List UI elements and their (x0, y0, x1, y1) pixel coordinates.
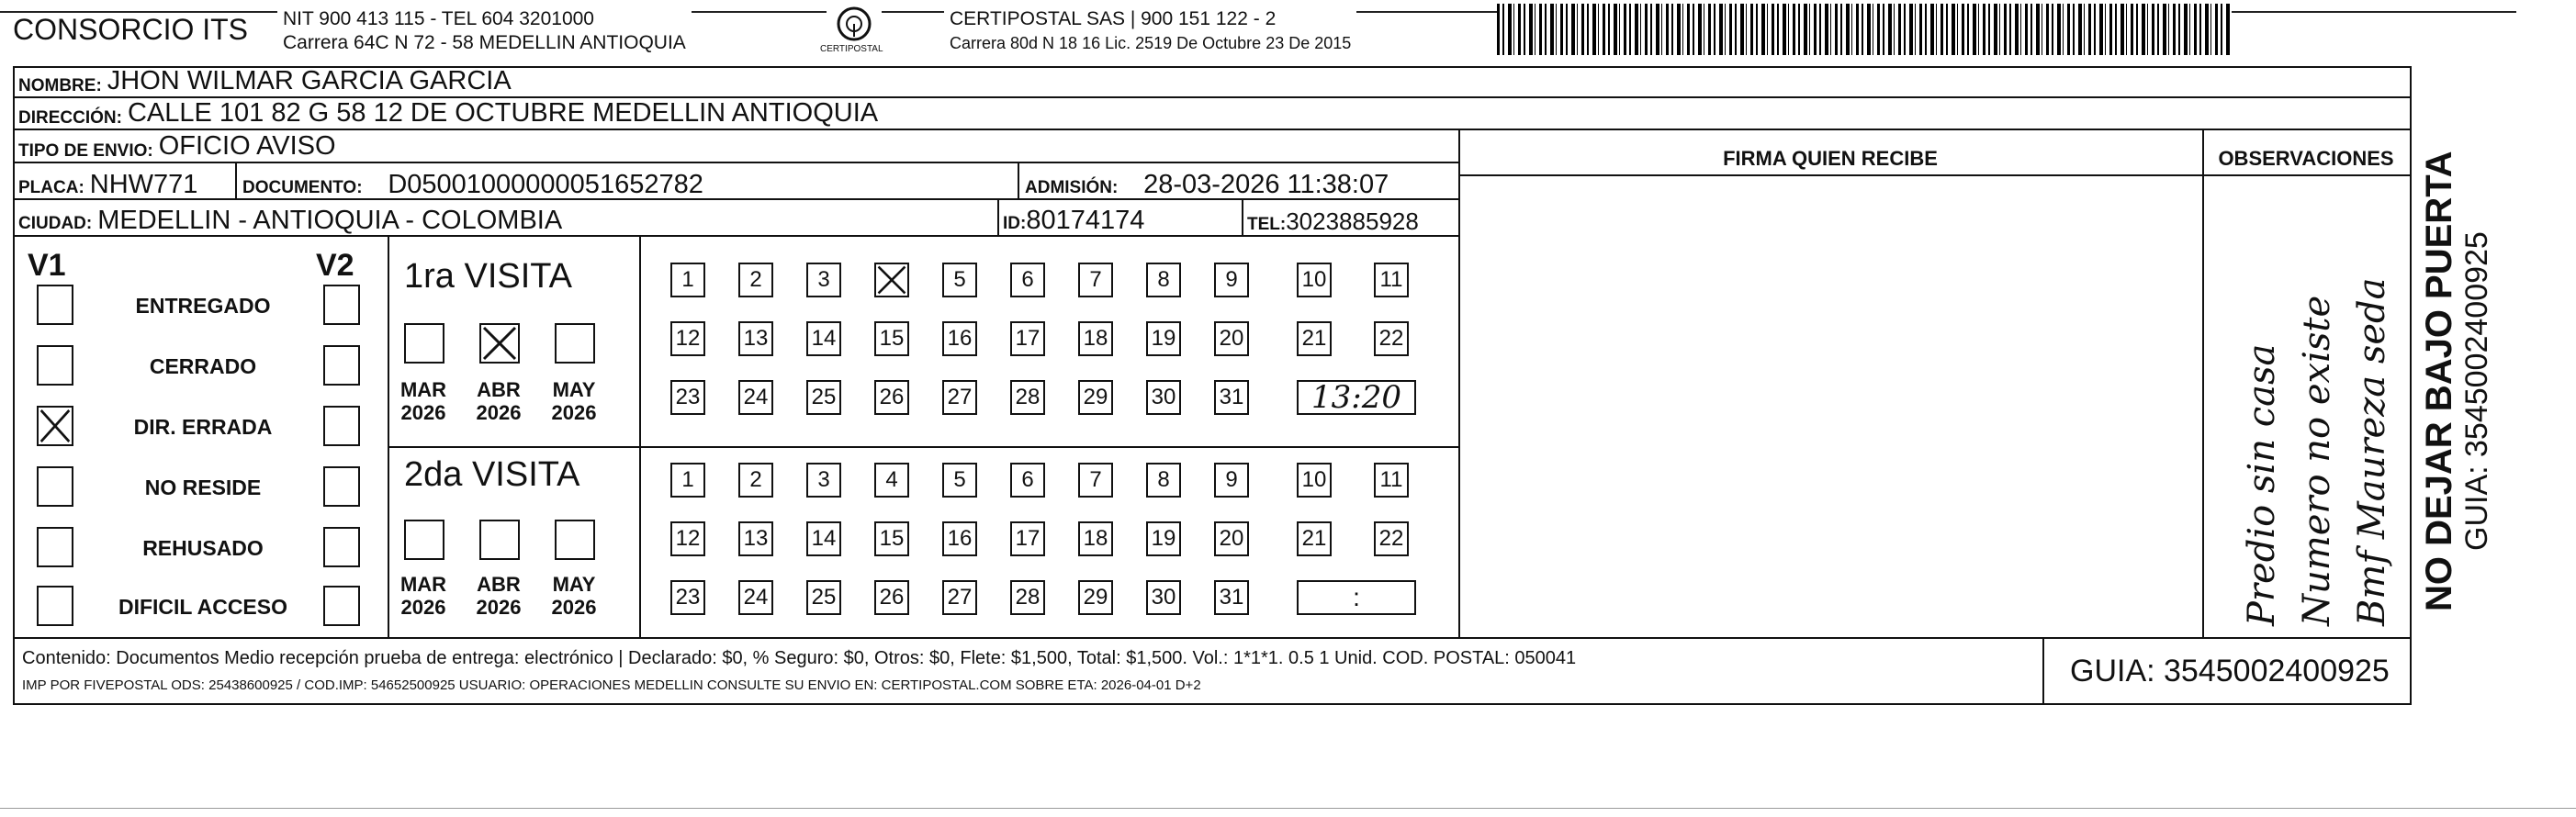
visit-time-field[interactable]: 13:20 (1297, 380, 1416, 415)
day-box-7[interactable]: 7 (1078, 463, 1113, 498)
day-box-9[interactable]: 9 (1214, 263, 1249, 297)
obs-handwriting-2: Numero no existe (2296, 295, 2338, 626)
day-box-22[interactable]: 22 (1374, 321, 1409, 356)
admision-value: 28-03-2026 11:38:07 (1143, 170, 1389, 199)
day-box-13[interactable]: 13 (738, 321, 773, 356)
footer-contenido: Contenido: Documentos Medio recepción prueba de entrega: electrónico | Declarado: $0, % Seguro: $0, Otros: $0, Flete: $1,500, Total: $1,500. Vol.: 1*1*1. 0.5 1 Unid. COD. POSTAL: 050041 (22, 648, 1577, 668)
nit-line: NIT 900 413 115 - TEL 604 3201000 (283, 8, 594, 29)
v2-checkbox[interactable] (323, 527, 360, 567)
tipo-label: TIPO DE ENVIO: (18, 141, 153, 161)
nombre-label: NOMBRE: (18, 76, 102, 95)
day-box-18[interactable]: 18 (1078, 521, 1113, 556)
month-name: MAY (552, 378, 596, 401)
day-box-17[interactable]: 17 (1010, 521, 1045, 556)
month-label (542, 573, 606, 619)
day-box-5[interactable]: 5 (942, 463, 977, 498)
visit-separator (389, 446, 1458, 448)
day-box-6[interactable]: 6 (1010, 463, 1045, 498)
day-box-1[interactable]: 1 (670, 263, 705, 297)
day-box-13[interactable]: 13 (738, 521, 773, 556)
v1-checkbox[interactable] (37, 466, 73, 507)
month-year: 2026 (476, 596, 522, 619)
side-guia: GUIA: 3545002400925 (2459, 231, 2494, 551)
day-box-10[interactable]: 10 (1297, 463, 1332, 498)
day-box-14[interactable]: 14 (806, 321, 841, 356)
day-box-23[interactable]: 23 (670, 380, 705, 415)
day-box-15[interactable]: 15 (874, 321, 909, 356)
month-name: MAY (552, 573, 596, 596)
day-box-12[interactable]: 12 (670, 521, 705, 556)
day-box-24[interactable]: 24 (738, 380, 773, 415)
company-name: CONSORCIO ITS (13, 13, 253, 47)
firma-left-border (1458, 130, 1460, 637)
month-checkbox-may[interactable] (555, 520, 595, 560)
placa-label: PLACA: (18, 178, 84, 197)
day-box-30[interactable]: 30 (1146, 580, 1181, 615)
day-box-26[interactable]: 26 (874, 580, 909, 615)
id-divider (1242, 200, 1243, 237)
footer-rule (13, 637, 2412, 639)
day-box-27[interactable]: 27 (942, 580, 977, 615)
placa-divider (235, 163, 237, 200)
admision-cell (1025, 170, 1389, 200)
placa-cell (18, 170, 197, 200)
day-box-16[interactable]: 16 (942, 521, 977, 556)
company-address: Carrera 64C N 72 - 58 MEDELLIN ANTIOQUIA (283, 32, 686, 53)
day-box-16[interactable]: 16 (942, 321, 977, 356)
obs-handwriting-3: Bmf Maureza seda (2351, 277, 2393, 626)
day-box-19[interactable]: 19 (1146, 521, 1181, 556)
v2-header: V2 (316, 248, 354, 283)
admision-label: ADMISIÓN: (1025, 178, 1119, 197)
documento-label: DOCUMENTO: (242, 178, 363, 197)
day-box-15[interactable]: 15 (874, 521, 909, 556)
day-box-8[interactable]: 8 (1146, 463, 1181, 498)
month-checkbox-abr[interactable] (479, 323, 520, 364)
month-year: 2026 (551, 401, 597, 424)
day-box-19[interactable]: 19 (1146, 321, 1181, 356)
tel-label: TEL: (1247, 215, 1287, 234)
status-label: CERRADO (149, 354, 257, 378)
v1-checkbox[interactable] (37, 406, 73, 446)
day-box-5[interactable]: 5 (942, 263, 977, 297)
day-box-4[interactable] (874, 263, 909, 297)
month-name: ABR (477, 573, 521, 596)
v1-checkbox[interactable] (37, 527, 73, 567)
certipostal-line1: CERTIPOSTAL SAS | 900 151 122 - 2 (950, 8, 1277, 29)
tipo-row (13, 130, 1458, 163)
direccion-label: DIRECCIÓN: (18, 108, 122, 128)
day-box-20[interactable]: 20 (1214, 321, 1249, 356)
footer-divider (2042, 637, 2044, 705)
month-label (467, 378, 531, 424)
v1-checkbox[interactable] (37, 586, 73, 626)
status-label: DIR. ERRADA (133, 415, 273, 439)
certipostal-line2: Carrera 80d N 18 16 Lic. 2519 De Octubre 23 De 2015 (950, 34, 1352, 52)
month-year: 2026 (476, 401, 522, 424)
month-label (391, 573, 456, 619)
nombre-row (13, 66, 2412, 98)
month-year: 2026 (400, 596, 446, 619)
day-box-28[interactable]: 28 (1010, 580, 1045, 615)
day-box-11[interactable]: 11 (1374, 263, 1409, 297)
documento-cell (242, 170, 703, 200)
footer-imp: IMP POR FIVEPOSTAL ODS: 25438600925 / COD.IMP: 54652500925 USUARIO: OPERACIONES MEDELLIN CONSULTE SU ENVIO EN: CERTIPOSTAL.COM SOBRE ETA: 2026-04-01 D+2 (22, 677, 1201, 693)
v2-checkbox[interactable] (323, 586, 360, 626)
company-info (277, 7, 692, 55)
documento-divider (1018, 163, 1019, 200)
documento-value: D05001000000051652782 (388, 170, 703, 199)
status-label: DIFICIL ACCESO (118, 595, 287, 619)
status-label: NO RESIDE (144, 476, 262, 499)
day-box-27[interactable]: 27 (942, 380, 977, 415)
day-box-8[interactable]: 8 (1146, 263, 1181, 297)
no-dejar-text: NO DEJAR BAJO PUERTA (2419, 151, 2459, 611)
day-box-29[interactable]: 29 (1078, 580, 1113, 615)
visit-time-field[interactable]: : (1297, 580, 1416, 615)
day-box-26[interactable]: 26 (874, 380, 909, 415)
day-box-3[interactable]: 3 (806, 263, 841, 297)
ciudad-label: CIUDAD: (18, 214, 93, 233)
month-checkbox-abr[interactable] (479, 520, 520, 560)
direccion-row (13, 98, 2412, 130)
day-box-2[interactable]: 2 (738, 463, 773, 498)
tipo-value: OFICIO AVISO (158, 131, 336, 161)
month-label (391, 378, 456, 424)
day-box-25[interactable]: 25 (806, 580, 841, 615)
day-box-23[interactable]: 23 (670, 580, 705, 615)
v1-checkbox[interactable] (37, 345, 73, 386)
first-visit-title: 1ra VISITA (404, 257, 573, 296)
status-label: REHUSADO (142, 536, 264, 560)
day-box-9[interactable]: 9 (1214, 463, 1249, 498)
day-box-24[interactable]: 24 (738, 580, 773, 615)
id-label: ID: (1003, 214, 1027, 233)
day-box-14[interactable]: 14 (806, 521, 841, 556)
month-checkbox-mar[interactable] (404, 520, 444, 560)
ciudad-value: MEDELLIN - ANTIOQUIA - COLOMBIA (97, 206, 563, 235)
obs-left-border (2202, 130, 2204, 637)
month-name: MAR (399, 378, 447, 401)
month-label (542, 378, 606, 424)
day-box-20[interactable]: 20 (1214, 521, 1249, 556)
day-box-29[interactable]: 29 (1078, 380, 1113, 415)
day-box-12[interactable]: 12 (670, 321, 705, 356)
day-box-3[interactable]: 3 (806, 463, 841, 498)
obs-handwriting-1: Predio sin casa (2241, 343, 2283, 626)
direccion-value: CALLE 101 82 G 58 12 DE OCTUBRE MEDELLIN ANTIOQUIA (127, 98, 879, 128)
month-name: ABR (477, 378, 521, 401)
placa-value: NHW771 (89, 170, 198, 199)
firma-header: FIRMA QUIEN RECIBE (1723, 147, 1938, 170)
ciudad-cell (18, 206, 562, 236)
footer-guia: GUIA: 3545002400925 (2070, 654, 2390, 688)
day-box-2[interactable]: 2 (738, 263, 773, 297)
v2-checkbox[interactable] (323, 466, 360, 507)
month-label (467, 573, 531, 619)
tear-line (0, 808, 2576, 809)
day-box-17[interactable]: 17 (1010, 321, 1045, 356)
month-year: 2026 (400, 401, 446, 424)
firma-header-rule (1458, 174, 2412, 176)
day-box-31[interactable]: 31 (1214, 380, 1249, 415)
v2-checkbox[interactable] (323, 285, 360, 325)
v1-checkbox[interactable] (37, 285, 73, 325)
status-label: ENTREGADO (135, 294, 271, 318)
tel-value: 3023885928 (1286, 207, 1419, 235)
ciudad-divider (997, 200, 999, 237)
day-box-21[interactable]: 21 (1297, 321, 1332, 356)
day-box-1[interactable]: 1 (670, 463, 705, 498)
month-year: 2026 (551, 596, 597, 619)
day-box-4[interactable]: 4 (874, 463, 909, 498)
month-name: MAR (399, 573, 447, 596)
month-checkbox-may[interactable] (555, 323, 595, 364)
v1-header: V1 (28, 248, 66, 283)
observaciones-header: OBSERVACIONES (2218, 147, 2394, 170)
day-box-10[interactable]: 10 (1297, 263, 1332, 297)
certipostal-info (944, 7, 1356, 55)
id-cell (1003, 206, 1144, 236)
status-divider (388, 237, 389, 637)
day-box-21[interactable]: 21 (1297, 521, 1332, 556)
day-box-22[interactable]: 22 (1374, 521, 1409, 556)
visit-divider (639, 237, 641, 637)
day-box-11[interactable]: 11 (1374, 463, 1409, 498)
day-box-28[interactable]: 28 (1010, 380, 1045, 415)
day-box-7[interactable]: 7 (1078, 263, 1113, 297)
nombre-value: JHON WILMAR GARCIA GARCIA (107, 66, 512, 95)
day-box-6[interactable]: 6 (1010, 263, 1045, 297)
day-box-25[interactable]: 25 (806, 380, 841, 415)
day-box-30[interactable]: 30 (1146, 380, 1181, 415)
second-visit-title: 2da VISITA (404, 455, 580, 494)
id-value: 80174174 (1026, 206, 1145, 235)
barcode (1497, 4, 2232, 55)
month-checkbox-mar[interactable] (404, 323, 444, 364)
v2-checkbox[interactable] (323, 345, 360, 386)
logo-label: CERTIPOSTAL (820, 44, 883, 54)
day-box-31[interactable]: 31 (1214, 580, 1249, 615)
v2-checkbox[interactable] (323, 406, 360, 446)
tel-cell (1247, 207, 1419, 236)
day-box-18[interactable]: 18 (1078, 321, 1113, 356)
